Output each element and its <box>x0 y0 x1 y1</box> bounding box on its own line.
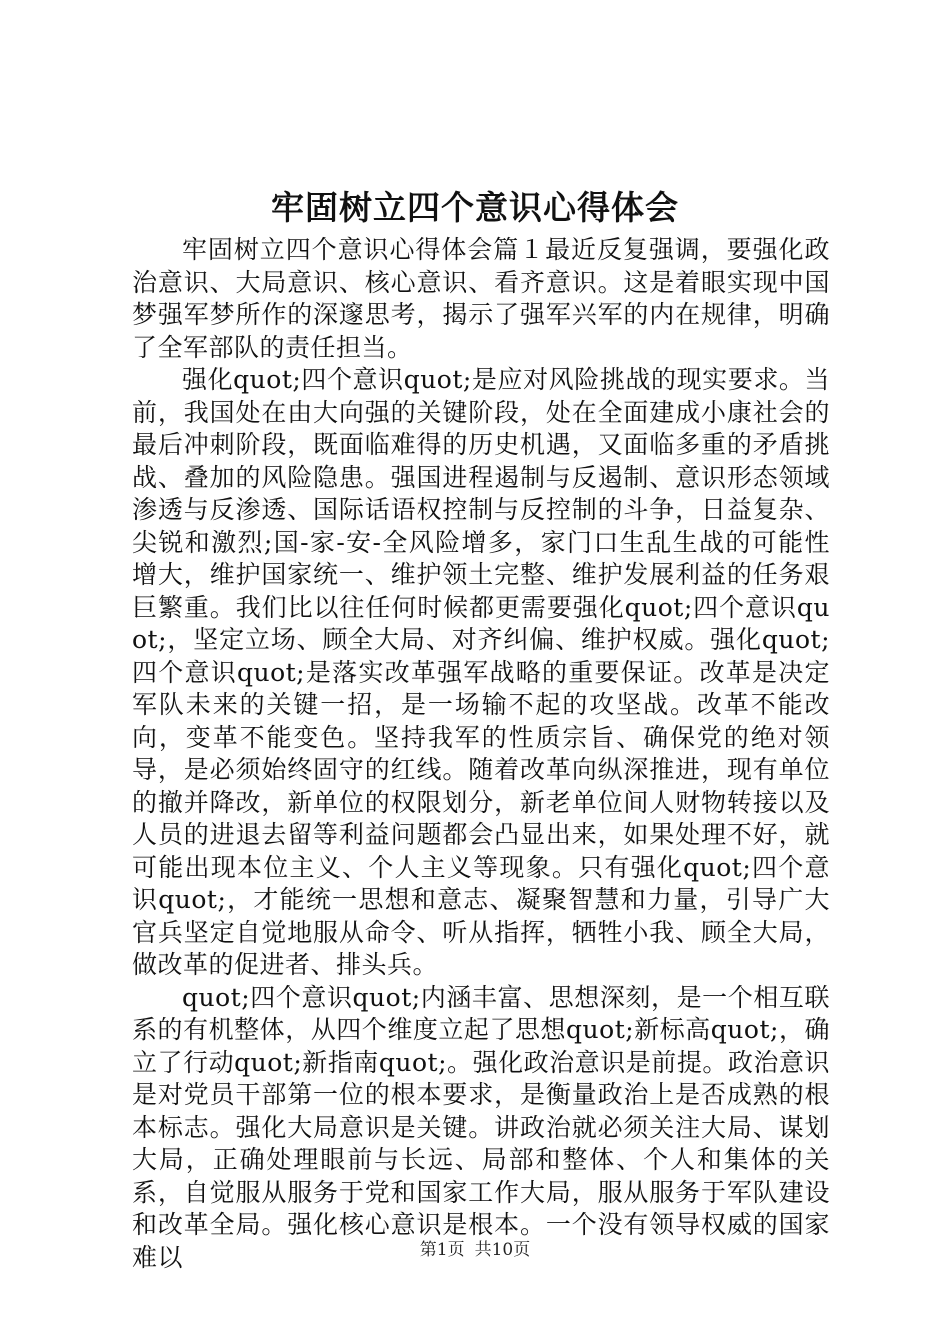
paragraph-3: quot;四个意识quot;内涵丰富、思想深刻，是一个相互联系的有机整体，从四个维度立起了思想quot;新标高quot;，确立了行动quot;新指南quot;。强化政治意识是前提。政治意识是对党员干部第一位的根本要求，是衡量政治上是否成熟的根本标志。强化大局意识是关键。讲政治就必须关注大局、谋划大局，正确处理眼前与长远、局部和整体、个人和集体的关系，自觉服从服务于党和国家工作大局，服从服务于军队建设和改革全局。强化核心意识是根本。一个没有领导权威的国家难以 <box>132 982 830 1272</box>
page-number: 第1页 <box>419 1240 465 1260</box>
paragraph-2: 强化quot;四个意识quot;是应对风险挑战的现实要求。当前，我国处在由大向强的关键阶段，处在全面建成小康社会的最后冲刺阶段，既面临难得的历史机遇，又面临多重的矛盾挑战、叠加的风险隐患。强国进程遏制与反遏制、意识形态领域渗透与反渗透、国际话语权控制与反控制的斗争，日益复杂、尖锐和激烈;国-家-安-全风险增多，家门口生乱生战的可能性增大，维护国家统一、维护领土完整、维护发展利益的任务艰巨繁重。我们比以往任何时候都更需要强化quot;四个意识quot;，坚定立场、顾全大局、对齐纠偏、维护权威。强化quot;四个意识quot;是落实改革强军战略的重要保证。改革是决定军队未来的关键一招，是一场输不起的攻坚战。改革不能改向，变革不能变色。坚持我军的性质宗旨、确保党的绝对领导，是必须始终固守的红线。随着改革向纵深推进，现有单位的撤并降改，新单位的权限划分，新老单位间人财物转接以及人员的进退去留等利益问题都会凸显出来，如果处理不好，就可能出现本位主义、个人主义等现象。只有强化quot;四个意识quot;，才能统一思想和意志、凝聚智慧和力量，引导广大官兵坚定自觉地服从命令、听从指挥，牺牲小我、顾全大局，做改革的促进者、排头兵。 <box>132 365 830 979</box>
document-title: 牢固树立四个意识心得体会 <box>271 188 679 227</box>
paragraph-1: 牢固树立四个意识心得体会篇１最近反复强调，要强化政治意识、大局意识、核心意识、看齐意识。这是着眼实现中国梦强军梦所作的深邃思考，揭示了强军兴军的内在规律，明确了全军部队的责任担当。 <box>132 235 830 362</box>
page-total: 共10页 <box>474 1240 531 1260</box>
page-footer <box>0 1238 950 1262</box>
document-body <box>132 234 830 1274</box>
